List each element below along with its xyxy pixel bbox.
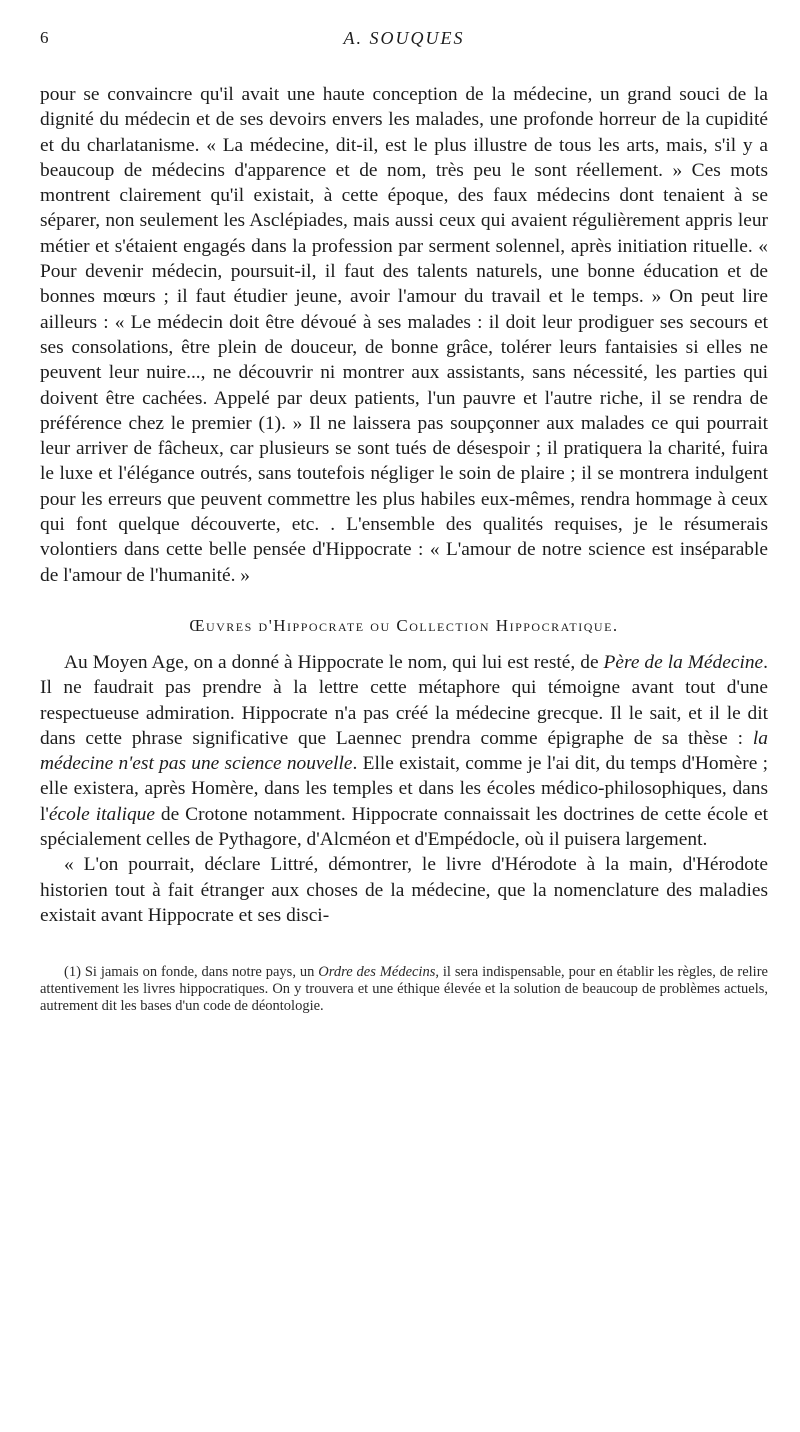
p2-italic-pere: Père de la Médecine — [603, 651, 764, 673]
p2-text-e: . Elle existait, comme je l'ai dit, du temps d'Homère ; elle existera, après Homère, dans les temples et dans les écoles médico-philosophiques, dans l' — [40, 753, 768, 825]
page-number: 6 — [40, 28, 49, 47]
body-paragraph-1: pour se convaincre qu'il avait une haute conception de la médecine, un grand souci de la dignité du médecin et de ses devoirs envers les malades, une profonde horreur de la cupidité et du charlatanisme. « La médecine, dit-il, est le plus illustre de tous les arts, mais, s'il y a beaucoup de médecins d'apparence et de nom, très peu le sont réellement. » Ces mots montrent clairement qu'il existait, à cette époque, des faux médecins dont tenaient à se séparer, non seulement les Asclépiades, mais aussi ceux qui avaient régulièrement appris leur métier et s'étaient engagés dans la profession par serment solennel, après initiation rituelle. « Pour devenir médecin, poursuit-il, il faut des talents naturels, une bonne éducation et de bonnes mœurs ; il faut étudier jeune, avoir l'amour du travail et le temps. » On peut lire ailleurs : « Le médecin doit être dévoué à ses malades : il doit leur prodiguer ses secours et ses consolations, être plein de douceur, de bonne grâce, tolérer leurs fantaisies si elles ne peuvent leur nuire..., ne découvrir ni montrer aux assistants, sans nécessité, les parties qui doivent être cachées. Appelé par deux patients, l'un pauvre et l'autre riche, il se rendra de préférence chez le premier (1). » Il ne laissera pas soupçonner aux malades ce qui pourrait leur arriver de fâcheux, car plusieurs se sont tués de désespoir ; il pratiquera la charité, fuira le luxe et l'élégance outrés, sans toutefois négliger le soin de plaire ; il se montrera indulgent pour les erreurs que peuvent commettre les plus habiles eux-mêmes, rendra hommage à ceux qui font quelque découverte, etc. . L'ensemble des qualités requises, je le résumerais volontiers dans cette belle pensée d'Hippocrate : « L'amour de notre science est inséparable de l'amour de l'humanité. » — [40, 84, 768, 586]
p2-text-a: Au Moyen Age, on a donné à Hippocrate le nom, qui lui est resté, de — [64, 651, 604, 673]
body-paragraph-2 — [40, 650, 768, 852]
p2-italic-ecole: école italique — [48, 803, 155, 825]
page-header — [40, 28, 768, 58]
footnote-text-a: (1) Si jamais on fonde, dans notre pays, un — [64, 964, 319, 981]
p2-italic-quote: la médecine n'est pas une science nouvelle — [40, 727, 768, 775]
p2-text-g: de Crotone notamment. Hippocrate connaissait les doctrines de cette école et spécialement celles de Pythagore, d'Alcméon et d'Empédocle, où il puisera largement. — [40, 803, 768, 851]
footnote-text-c: , il sera indispensable, pour en établir les règles, de relire attentivement les livres hippocratiques. On y trouvera et une éthique élevée et la solution de beaucoup de problèmes actuels, autrement dit les bases d'un code de déontologie. — [40, 964, 768, 1015]
section-heading: Œuvres d'Hippocrate ou Collection Hippocratique. — [189, 615, 619, 635]
p2-text-c: . Il ne faudrait pas prendre à la lettre cette métaphore qui témoigne avant tout d'une respectueuse admiration. Hippocrate n'a pas créé la médecine grecque. Il le sait, et il le dit dans cette phrase significative que Laennec prendra comme épigraphe de sa thèse : — [40, 651, 768, 749]
document-page — [40, 28, 768, 1015]
footnote-italic: Ordre des Médecins — [318, 964, 436, 981]
running-head: A. SOUQUES — [343, 28, 465, 48]
body-paragraph-3: « L'on pourrait, déclare Littré, démontrer, le livre d'Hérodote à la main, d'Hérodote historien tout à fait étranger aux choses de la médecine, que la nomenclature des maladies existait avant Hippocrate et ses disci- — [40, 854, 768, 926]
footnote — [40, 964, 768, 1015]
